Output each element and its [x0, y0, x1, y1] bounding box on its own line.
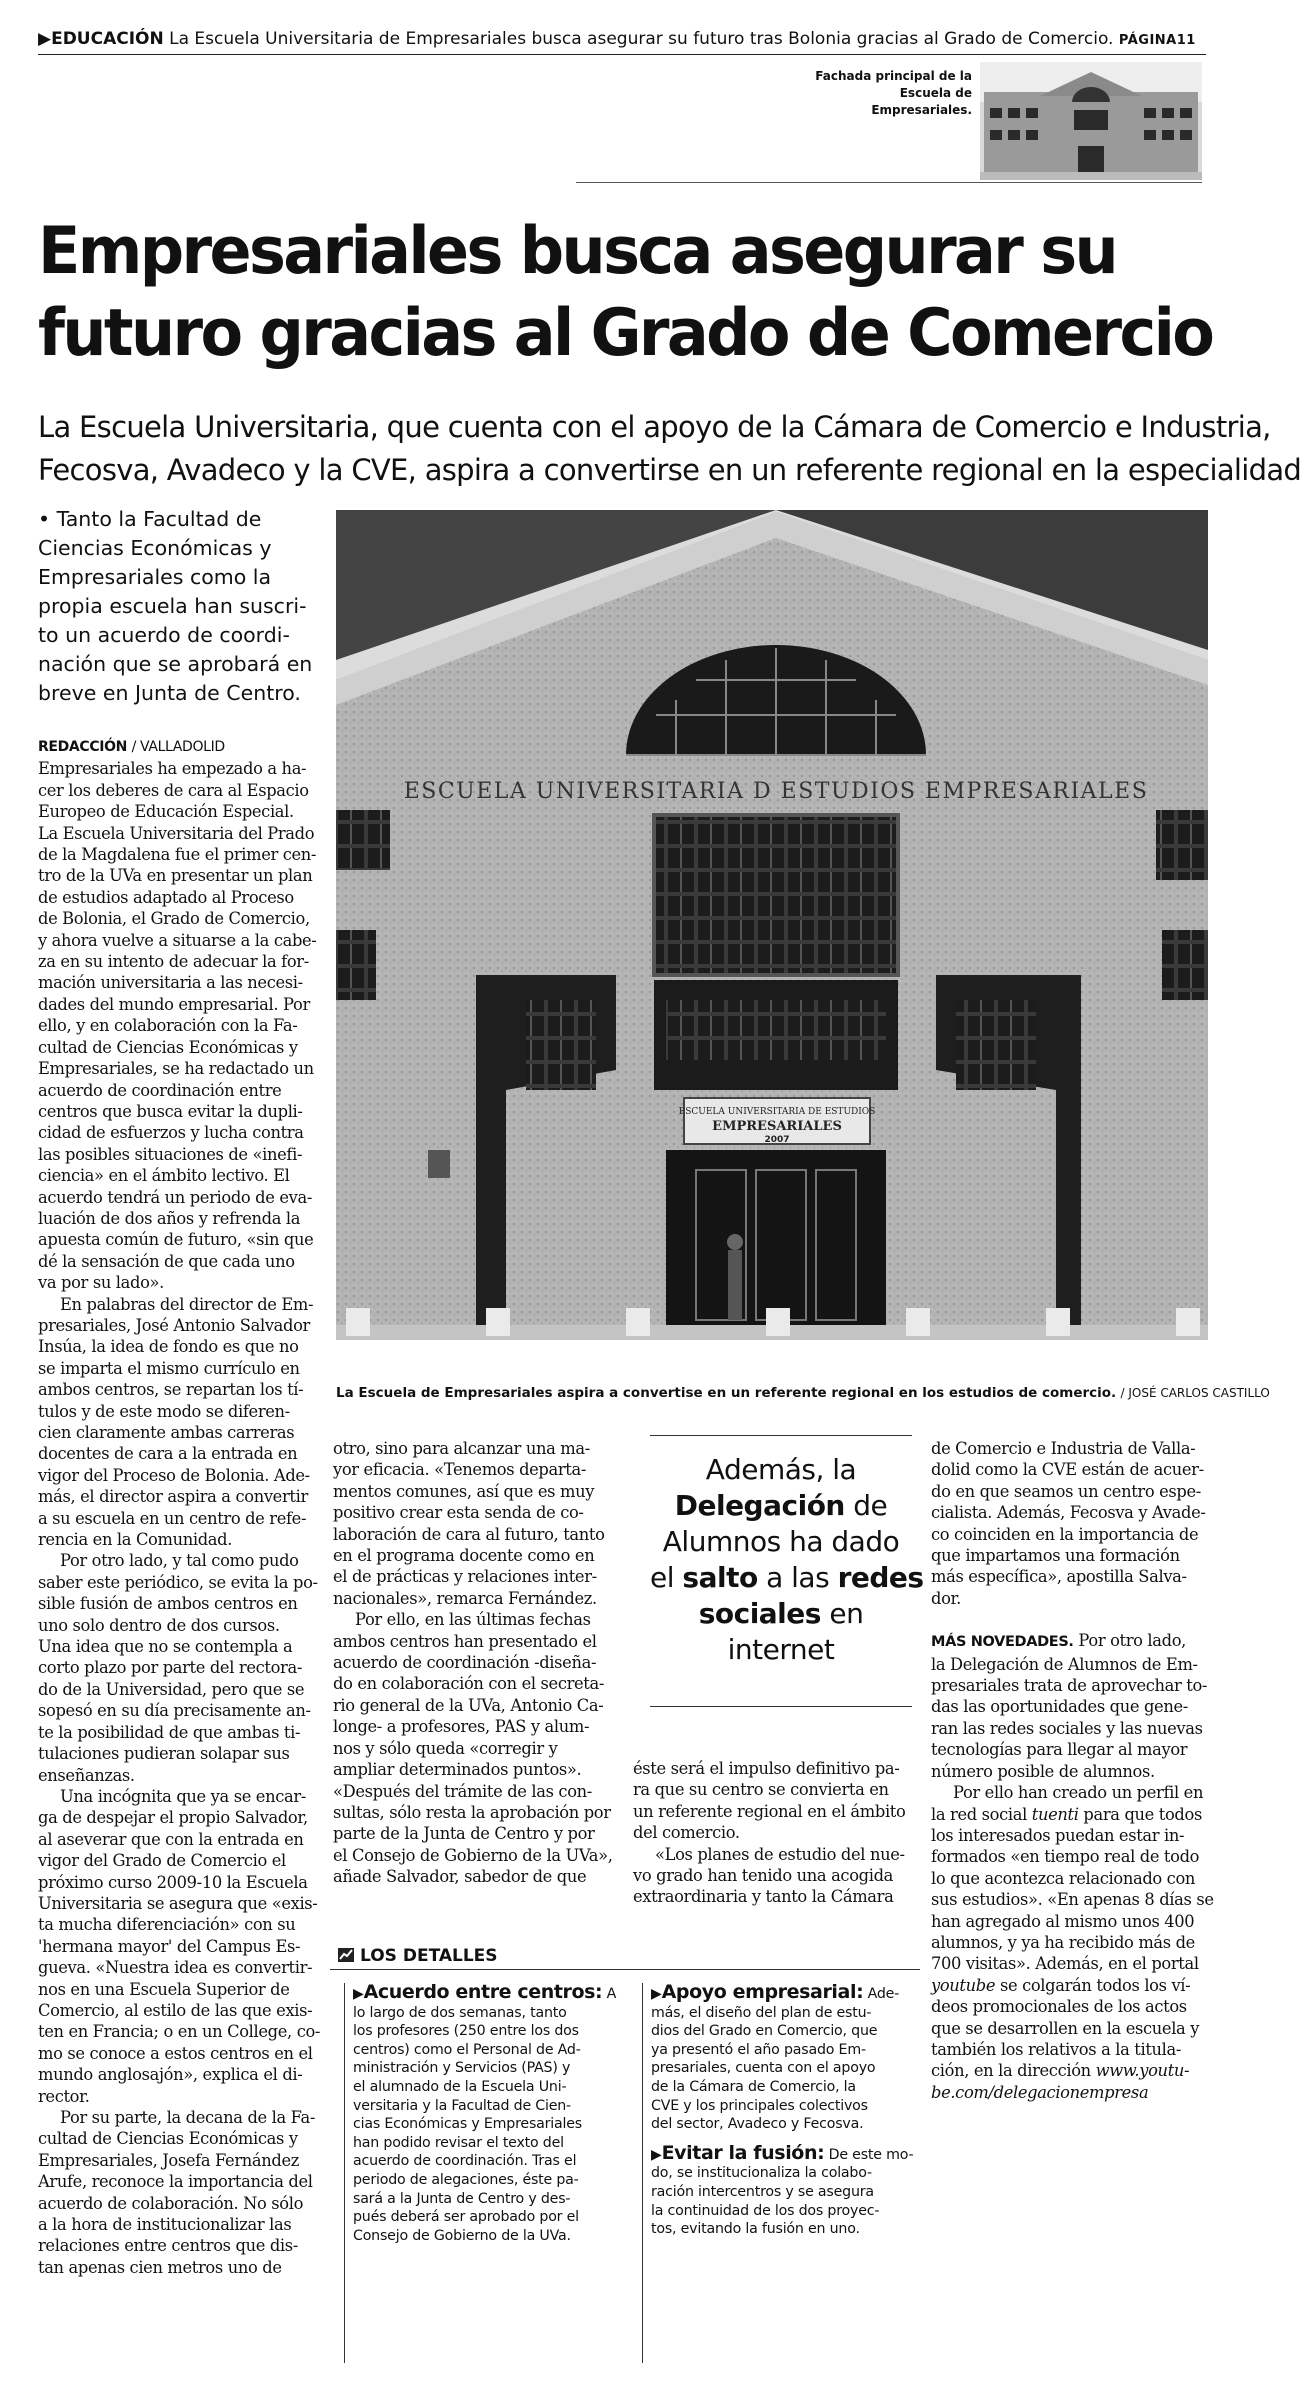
text-line: extraordinaria y tanto la Cámara	[633, 1887, 894, 1907]
text-line: 'hermana mayor' del Campus Es-	[38, 1936, 301, 1956]
text-line: ambos centros, se repartan los tí-	[38, 1380, 304, 1400]
text-line: que se desarrollen en la escuela y	[931, 2018, 1200, 2038]
text-line: Por otro lado, y tal como pudo	[60, 1551, 299, 1571]
text-line: y ahora vuelve a situarse a la cabe-	[38, 930, 317, 950]
detail-line: versitaria y la Facultad de Cien-	[353, 2097, 571, 2114]
photo-caption	[336, 1384, 1270, 1402]
text-line: En palabras del director de Em-	[60, 1294, 314, 1314]
detail-line: periodo de alegaciones, éste pa-	[353, 2171, 579, 2188]
detail-text: A	[602, 1986, 617, 2002]
text-line: ra que su centro se convierta en	[633, 1780, 889, 1800]
text-line: cultad de Ciencias Económicas y	[38, 1037, 298, 1057]
text-line: das las oportunidades que gene-	[931, 1697, 1188, 1717]
pull-quote-emphasis: redes	[837, 1561, 924, 1594]
subheadline-line: Fecosva, Avadeco y la CVE, aspira a convertirse en un referente regional en la especialidad	[38, 453, 1301, 487]
pull-quote-text: a las	[757, 1561, 838, 1594]
text-line: nos y sólo queda «corregir y	[333, 1738, 558, 1758]
text-line: de Comercio e Industria de Valla-	[931, 1439, 1196, 1458]
text-line: acuerdo de coordinación -diseña-	[333, 1653, 597, 1673]
text-line: luación de dos años y refrenda la	[38, 1208, 301, 1228]
column-4-last-2	[931, 1996, 1211, 2082]
headline-line: futuro gracias al Grado de Comercio	[38, 294, 1213, 371]
text-line: acuerdo tendrá un periodo de eva-	[38, 1187, 313, 1207]
detail-lines	[353, 2004, 623, 2246]
text-line: próximo curso 2009-10 la Escuela	[38, 1872, 308, 1892]
text-line: del comercio.	[633, 1823, 740, 1843]
text-line: que impartamos una formación	[931, 1546, 1180, 1566]
thumbnail-photo	[980, 62, 1202, 180]
text-line: Comercio, al estilo de las que exis-	[38, 2000, 313, 2020]
detail-text: De este mo-	[824, 2146, 914, 2163]
detail-line: centros) como el Personal de Ad-	[353, 2041, 581, 2058]
thumbnail-caption-line: Empresariales.	[871, 103, 972, 117]
text-line: «Después del trámite de las con-	[333, 1781, 592, 1801]
photo-credit: / JOSÉ CARLOS CASTILLO	[1120, 1386, 1270, 1400]
byline-author: REDACCIÓN	[38, 739, 128, 755]
text-line: de Bolonia, el Grado de Comercio,	[38, 909, 310, 929]
text-line: mundo anglosajón», explica el di-	[38, 2065, 303, 2085]
web-address-line-2: be.com/delegacionempresa	[931, 2082, 1149, 2102]
detail-line: más, el diseño del plan de estu-	[651, 2004, 872, 2021]
text-line: número posible de alumnos.	[931, 1761, 1155, 1781]
text-line: dor.	[931, 1588, 961, 1608]
text-line: cer los deberes de cara al Espacio	[38, 780, 309, 800]
text-line: yor eficacia. «Tenemos departa-	[333, 1460, 586, 1480]
social-network-name: tuenti	[1031, 1804, 1079, 1824]
detail-line: tos, evitando la fusión en uno.	[651, 2221, 860, 2238]
text-line: saber este periódico, se evita la po-	[38, 1572, 318, 1592]
pull-quote-emphasis: sociales	[698, 1597, 821, 1630]
text-run: ción, en la dirección	[931, 2061, 1096, 2081]
text-line: Una incógnita que ya se encar-	[60, 1786, 306, 1806]
detail-line: de la Cámara de Comercio, la	[651, 2078, 856, 2095]
details-header	[330, 1945, 920, 1970]
text-line: otro, sino para alcanzar una ma-	[333, 1439, 590, 1458]
text-line: dades del mundo empresarial. Por	[38, 994, 310, 1014]
text-line: ambos centros han presentado el	[333, 1631, 597, 1651]
column-4-section	[931, 1654, 1211, 1782]
lead-line: • Tanto la Facultad de	[38, 507, 262, 531]
detail-line: la continuidad de los dos proyec-	[651, 2202, 880, 2219]
text-line: cultad de Ciencias Económicas y	[38, 2129, 298, 2149]
section-header-strip	[38, 26, 1206, 55]
text-line: en el programa docente como en	[333, 1546, 595, 1566]
text-line: docentes de cara a la entrada en	[38, 1444, 298, 1464]
article-column-3	[633, 1758, 915, 1908]
text-line: dolid como la CVE están de acuer-	[931, 1460, 1204, 1480]
text-line: han agregado al mismo unos 400	[931, 1911, 1195, 1931]
article-column-2	[333, 1438, 615, 1888]
text-line: za en su intento de adecuar la for-	[38, 952, 309, 972]
text-line: tro de la UVa en presentar un plan	[38, 866, 313, 886]
pull-quote-text: internet	[727, 1633, 835, 1666]
text-line: apuesta común de futuro, «sin que	[38, 1230, 314, 1250]
detail-heading: Evitar la fusión:	[661, 2141, 825, 2164]
text-line: ello, y en colaboración con la Fa-	[38, 1016, 298, 1036]
text-line: más específica», apostilla Salva-	[931, 1567, 1187, 1587]
text-line: Universitaria se asegura que «exis-	[38, 1893, 318, 1913]
section-name: EDUCACIÓN	[51, 29, 164, 49]
text-line: do de la Universidad, pero que se	[38, 1679, 305, 1699]
text-line: positivo crear esta senda de co-	[333, 1503, 584, 1523]
text-line: rector.	[38, 2086, 90, 2106]
text-line: formados «en tiempo real de todo	[931, 1847, 1200, 1867]
detail-line: lo largo de dos semanas, tanto	[353, 2004, 567, 2021]
detail-line: los profesores (250 entre los dos	[353, 2023, 579, 2040]
text-line: a su escuela en un centro de refe-	[38, 1508, 307, 1528]
text-line: uno solo dentro de dos cursos.	[38, 1615, 280, 1635]
page-label: PÁGINA	[1118, 33, 1177, 48]
detail-line: CVE y los principales colectivos	[651, 2097, 868, 2114]
text-line: a la hora de institucionalizar las	[38, 2215, 292, 2235]
pull-quote-text: Alumnos ha dado	[662, 1525, 900, 1558]
detail-heading: Apoyo empresarial:	[661, 1981, 864, 2003]
text-line: do en que seamos un centro espe-	[931, 1481, 1201, 1501]
page-number: 11	[1176, 33, 1196, 48]
text-line: el de prácticas y relaciones inter-	[333, 1567, 597, 1587]
text-run: Por ello han creado un perfil en	[953, 1783, 1204, 1803]
banner-line-2: EMPRESARIALES	[712, 1119, 842, 1134]
text-line: corto plazo por parte del rectora-	[38, 1658, 302, 1678]
text-line: rio general de la UVa, Antonio Ca-	[333, 1695, 604, 1715]
text-line: ta mucha diferenciación» con su	[38, 1915, 296, 1935]
detail-heading: Acuerdo entre centros:	[363, 1981, 603, 2003]
text-line: mo se conoce a estos centros en el	[38, 2043, 313, 2063]
detail-heading-line	[651, 2141, 921, 2165]
text-line: parte de la Junta de Centro y por	[333, 1824, 595, 1844]
text-run: se colgarán todos los ví-	[995, 1975, 1191, 1995]
detail-item-agreement	[344, 1983, 623, 2363]
text-line: te la posibilidad de que ambas ti-	[38, 1722, 301, 1742]
text-line: éste será el impulso definitivo pa-	[633, 1759, 900, 1778]
text-line: Insúa, la idea de fondo es que no	[38, 1337, 299, 1357]
text-line: «Los planes de estudio del nue-	[655, 1844, 905, 1864]
banner-line-1: ESCUELA UNIVERSITARIA DE ESTUDIOS	[678, 1107, 876, 1117]
text-line	[931, 1782, 1211, 1803]
text-line: ampliar determinados puntos».	[333, 1760, 582, 1780]
text-line	[931, 1804, 1211, 1825]
triangle-marker-icon: ▶	[651, 1986, 662, 2002]
detail-lines	[651, 2164, 921, 2238]
detail-heading-line	[651, 1983, 921, 2004]
detail-line: ministración y Servicios (PAS) y	[353, 2060, 571, 2077]
pull-quote-emphasis: salto	[682, 1561, 758, 1594]
detail-line: del sector, Avadeco y Fecosva.	[651, 2116, 864, 2133]
text-line: también los relativos a la titula-	[931, 2039, 1182, 2059]
detail-line: pués deberá ser aprobado por el	[353, 2209, 579, 2226]
lead-line: to un acuerdo de coordi-	[38, 623, 290, 647]
pull-quote-text: de	[844, 1489, 888, 1522]
thumbnail-caption-line: Fachada principal de la	[815, 69, 972, 83]
text-line: va por su lado».	[38, 1273, 164, 1293]
lead-line: breve en Junta de Centro.	[38, 681, 301, 705]
text-line: deos promocionales de los actos	[931, 1997, 1187, 2017]
main-photo	[336, 510, 1208, 1340]
text-line: rencia en la Comunidad.	[38, 1530, 233, 1550]
byline-location: / VALLADOLID	[131, 739, 225, 755]
detail-line: Consejo de Gobierno de la UVa.	[353, 2227, 571, 2244]
text-line: sible fusión de ambos centros en	[38, 1594, 298, 1614]
text-line: ten en Francia; o en un College, co-	[38, 2022, 321, 2042]
text-line: La Escuela Universitaria del Prado	[38, 823, 315, 843]
pull-quote-emphasis: Delegación	[674, 1489, 845, 1522]
text-line: más, el director aspira a convertir	[38, 1487, 308, 1507]
chart-trend-icon	[338, 1948, 354, 1962]
detail-item-support	[642, 1983, 921, 2363]
subheadline	[38, 406, 1301, 492]
text-line: 700 visitas». Además, en el portal	[931, 1954, 1199, 1974]
text-line	[931, 1975, 1211, 1996]
text-line: enseñanzas.	[38, 1765, 135, 1785]
text-line: de la Magdalena fue el primer cen-	[38, 845, 317, 865]
video-portal-name: youtube	[931, 1975, 996, 1995]
detail-line: dios del Grado en Comercio, que	[651, 2023, 878, 2040]
text-line: nacionales», remarca Fernández.	[333, 1588, 597, 1608]
lead-line: nación que se aprobará en	[38, 652, 313, 676]
text-line: Empresariales, se ha redactado un	[38, 1059, 314, 1079]
pull-quote-text: Además, la	[705, 1453, 857, 1486]
text-line: cialista. Además, Fecosva y Avade-	[931, 1503, 1206, 1523]
text-line: se imparta el mismo currículo en	[38, 1358, 300, 1378]
detail-line: acuerdo de coordinación. Tras el	[353, 2153, 577, 2170]
pull-quote	[650, 1435, 924, 1707]
text-line	[931, 2060, 1211, 2081]
web-address-line-1: www.youtu-	[1095, 2061, 1190, 2081]
text-line: vigor del Grado de Comercio el	[38, 1851, 286, 1871]
text-line: tulaciones pudieran solapar sus	[38, 1744, 290, 1764]
header-rule	[576, 182, 1202, 183]
text-line: longe- a profesores, PAS y alum-	[333, 1717, 590, 1737]
text-line: al aseverar que con la entrada en	[38, 1829, 304, 1849]
text-line: presariales, José Antonio Salvador	[38, 1315, 310, 1335]
text-line: los interesados puedan estar in-	[931, 1825, 1185, 1845]
detail-heading-line	[353, 1983, 623, 2004]
text-line: el Consejo de Gobierno de la UVa»,	[333, 1845, 613, 1865]
text-line: vo grado han tenido una acogida	[633, 1866, 894, 1886]
text-line: dé la sensación de que cada uno	[38, 1251, 295, 1271]
text-line: ran las redes sociales y las nuevas	[931, 1718, 1203, 1738]
details-title: LOS DETALLES	[360, 1946, 498, 1966]
text-line: sultas, sólo resta la aprobación por	[333, 1802, 611, 1822]
text-line: Por ello, en las últimas fechas	[355, 1610, 591, 1630]
lead-line: propia escuela han suscri-	[38, 594, 307, 618]
detail-line: han podido revisar el texto del	[353, 2134, 564, 2151]
text-line: Arufe, reconoce la importancia del	[38, 2172, 313, 2192]
detail-line: presariales, cuenta con el apoyo	[651, 2060, 876, 2077]
text-line: Una idea que no se contempla a	[38, 1637, 293, 1657]
banner-year: 2007	[764, 1135, 790, 1145]
text-line: un referente regional en el ámbito	[633, 1801, 906, 1821]
text-line: laboración de cara al futuro, tanto	[333, 1524, 605, 1544]
text-line: relaciones entre centros que dis-	[38, 2236, 298, 2256]
text-line: alumnos, y ya ha recibido más de	[931, 1932, 1195, 1952]
text-line: sus estudios». «En apenas 8 días se	[931, 1890, 1214, 1910]
text-line: cidad de esfuerzos y lucha contra	[38, 1123, 304, 1143]
photo-caption-text: La Escuela de Empresariales aspira a convertise en un referente regional en los estudios de comercio.	[336, 1385, 1117, 1401]
section-lead-line	[931, 1630, 1211, 1653]
text-line: gueva. «Nuestra idea es convertir-	[38, 1958, 313, 1978]
detail-lines	[651, 2004, 921, 2134]
text-line: cien claramente ambas carreras	[38, 1423, 295, 1442]
text-run: Por otro lado,	[1073, 1631, 1186, 1651]
text-line: ga de despejar el propio Salvador,	[38, 1808, 308, 1828]
text-line: Europeo de Educación Especial.	[38, 802, 294, 822]
text-line: la Delegación de Alumnos de Em-	[931, 1654, 1198, 1674]
detail-text: Ade-	[863, 1986, 900, 2002]
column-4-top	[931, 1438, 1211, 1609]
thumbnail-caption	[800, 68, 972, 119]
pull-quote-text: el	[650, 1561, 683, 1594]
text-line: vigor del Proceso de Bolonia. Ade-	[38, 1465, 310, 1485]
headline	[38, 210, 1218, 374]
details-box	[330, 1945, 920, 2365]
text-line: sopesó en su día precisamente an-	[38, 1701, 311, 1721]
subheadline-line: La Escuela Universitaria, que cuenta con el apoyo de la Cámara de Comercio e Industria,	[38, 410, 1271, 444]
headline-line: Empresariales busca asegurar su	[38, 212, 1117, 289]
text-line: Empresariales, Josefa Fernández	[38, 2150, 299, 2170]
detail-line: ración intercentros y se asegura	[651, 2183, 874, 2200]
text-line: ciencia» en el ámbito lectivo. El	[38, 1166, 290, 1186]
lead-bullet	[38, 505, 318, 708]
detail-line: do, se institucionaliza la colabo-	[651, 2165, 872, 2182]
text-line: mación universitaria a las necesi-	[38, 973, 303, 993]
triangle-marker-icon: ▶	[651, 2146, 662, 2163]
thumbnail-caption-line: Escuela de	[899, 86, 972, 100]
text-line: presariales trata de aprovechar to-	[931, 1676, 1208, 1696]
text-line: Por su parte, la decana de la Fa-	[60, 2108, 316, 2127]
byline	[38, 737, 320, 758]
text-run: para que todos	[1078, 1804, 1202, 1824]
text-line: centros que busca evitar la dupli-	[38, 1101, 303, 1121]
text-run: la red social	[931, 1804, 1032, 1824]
text-line: nos en una Escuela Superior de	[38, 1979, 290, 1999]
detail-line: cias Económicas y Empresariales	[353, 2116, 582, 2133]
section-teaser: La Escuela Universitaria de Empresariales busca asegurar su futuro tras Bolonia gracias al Grado de Comercio.	[169, 29, 1114, 49]
pull-quote-text: en	[820, 1597, 864, 1630]
text-line: acuerdo de coordinación entre	[38, 1080, 282, 1100]
detail-line: el alumnado de la Escuela Uni-	[353, 2078, 567, 2095]
text-line: tan apenas cien metros uno de	[38, 2257, 282, 2277]
column-4-last	[931, 1825, 1214, 1975]
text-line: de estudios adaptado al Proceso	[38, 887, 294, 907]
detail-line: ya presentó el año pasado Em-	[651, 2041, 866, 2058]
text-line: Empresariales ha empezado a ha-	[38, 759, 307, 779]
text-line: do en colaboración con el secreta-	[333, 1674, 605, 1694]
detail-line: sará a la Junta de Centro y des-	[353, 2190, 571, 2207]
lead-line: Ciencias Económicas y	[38, 536, 272, 560]
text-line: añade Salvador, sabedor de que	[333, 1867, 587, 1887]
section-lead-in: MÁS NOVEDADES.	[931, 1634, 1074, 1651]
facade-sign: ESCUELA UNIVERSITARIA D ESTUDIOS EMPRESARIALES	[403, 779, 1149, 804]
text-line: tecnologías para llegar al mayor	[931, 1740, 1188, 1760]
text-line: tulos y de este modo se diferen-	[38, 1401, 290, 1421]
text-line: acuerdo de colaboración. No sólo	[38, 2193, 304, 2213]
article-column-1	[38, 737, 320, 2278]
triangle-marker-icon: ▶	[353, 1986, 364, 2002]
lead-line: Empresariales como la	[38, 565, 272, 589]
section-marker-icon: ▶	[38, 29, 52, 49]
text-line: co coinciden en la importancia de	[931, 1524, 1199, 1544]
article-column-4	[931, 1438, 1214, 2103]
text-line: las posibles situaciones de «inefi-	[38, 1144, 303, 1164]
text-line: mentos comunes, así que es muy	[333, 1481, 595, 1501]
text-line: lo que acontezca relacionado con	[931, 1868, 1196, 1888]
